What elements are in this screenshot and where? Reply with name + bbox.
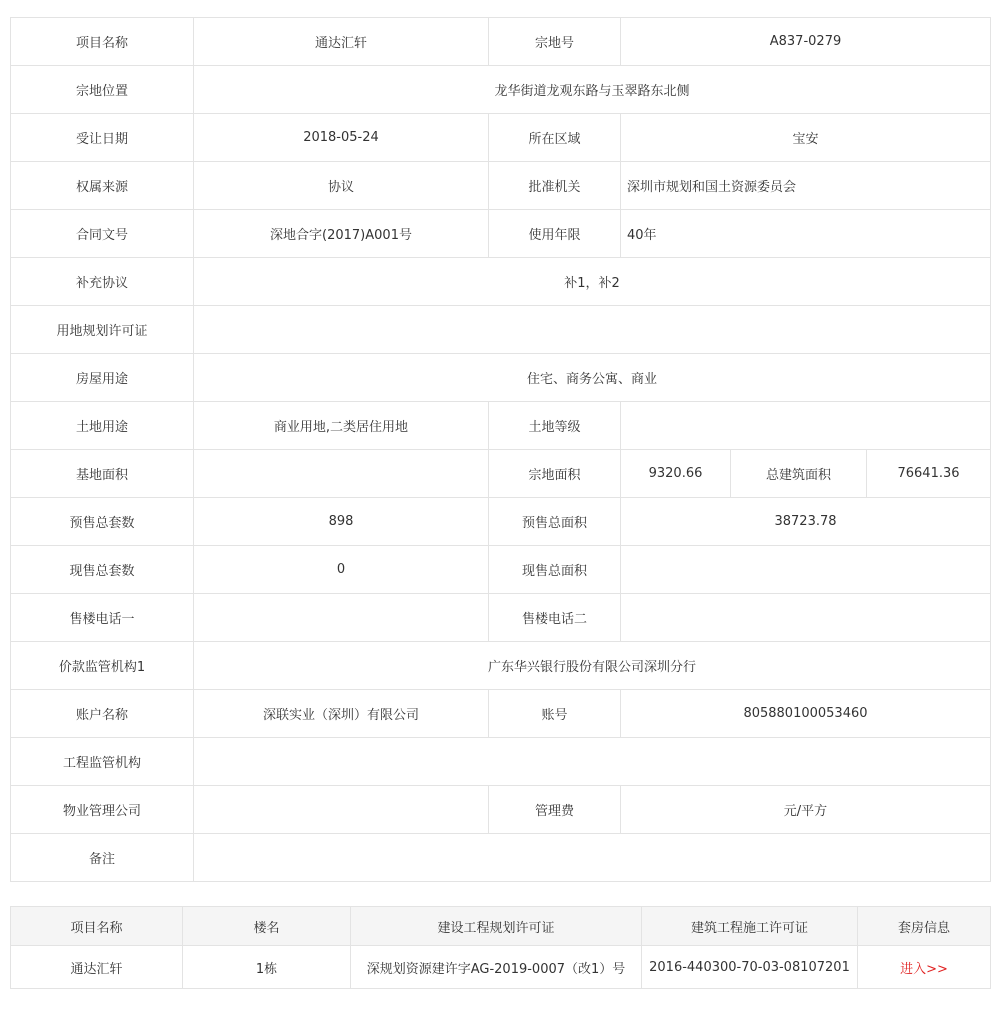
funds-agency-value: 广东华兴银行股份有限公司深圳分行 — [194, 642, 991, 690]
house-use-label: 房屋用途 — [11, 354, 194, 402]
table-header-row — [11, 907, 991, 946]
base-area-label: 基地面积 — [11, 450, 194, 498]
table-row — [11, 450, 991, 498]
table-row — [11, 498, 991, 546]
parcel-location-label: 宗地位置 — [11, 66, 194, 114]
transfer-date-value: 2018-05-24 — [194, 114, 489, 162]
column-header: 建筑工程施工许可证 — [642, 907, 858, 946]
parcel-location-value: 龙华街道龙观东路与玉翠路东北侧 — [194, 66, 991, 114]
presale-units-label: 预售总套数 — [11, 498, 194, 546]
mgmt-fee-label: 管理费 — [489, 786, 621, 834]
approval-authority-label: 批准机关 — [489, 162, 621, 210]
table-row — [11, 786, 991, 834]
mgmt-fee-value: 元/平方 — [621, 786, 991, 834]
ownership-source-value: 协议 — [194, 162, 489, 210]
supplement-label: 补充协议 — [11, 258, 194, 306]
usage-term-value: 40年 — [621, 210, 991, 258]
district-label: 所在区域 — [489, 114, 621, 162]
land-grade-label: 土地等级 — [489, 402, 621, 450]
approval-authority-value: 深圳市规划和国土资源委员会 — [621, 162, 991, 210]
sales-phone2-label: 售楼电话二 — [489, 594, 621, 642]
table-row — [11, 258, 991, 306]
project-info-table — [10, 17, 991, 882]
presale-area-label: 预售总面积 — [489, 498, 621, 546]
column-header: 项目名称 — [11, 907, 183, 946]
parcel-no-value: A837-0279 — [621, 18, 991, 66]
table-row — [11, 402, 991, 450]
table-row — [11, 834, 991, 882]
house-use-value: 住宅、商务公寓、商业 — [194, 354, 991, 402]
ownership-source-label: 权属来源 — [11, 162, 194, 210]
current-area-value — [621, 546, 991, 594]
sales-phone1-label: 售楼电话一 — [11, 594, 194, 642]
table-row — [11, 210, 991, 258]
account-name-value: 深联实业（深圳）有限公司 — [194, 690, 489, 738]
contract-no-value: 深地合字(2017)A001号 — [194, 210, 489, 258]
row-building: 1栋 — [183, 946, 351, 989]
column-header: 套房信息 — [858, 907, 991, 946]
base-area-value — [194, 450, 489, 498]
table-row — [11, 306, 991, 354]
district-value: 宝安 — [621, 114, 991, 162]
table-row — [11, 114, 991, 162]
table-row — [11, 354, 991, 402]
usage-term-label: 使用年限 — [489, 210, 621, 258]
parcel-no-label: 宗地号 — [489, 18, 621, 66]
current-units-value: 0 — [194, 546, 489, 594]
eng-agency-value — [194, 738, 991, 786]
parcel-area-value: 9320.66 — [621, 450, 731, 498]
enter-units-link[interactable]: 进入>> — [900, 961, 948, 977]
table-row — [11, 946, 991, 989]
account-no-value: 805880100053460 — [621, 690, 991, 738]
property-company-value — [194, 786, 489, 834]
total-build-area-value: 76641.36 — [867, 450, 991, 498]
account-no-label: 账号 — [489, 690, 621, 738]
current-area-label: 现售总面积 — [489, 546, 621, 594]
land-use-label: 土地用途 — [11, 402, 194, 450]
project-name-value: 通达汇轩 — [194, 18, 489, 66]
table-row — [11, 738, 991, 786]
land-permit-value — [194, 306, 991, 354]
property-company-label: 物业管理公司 — [11, 786, 194, 834]
table-row — [11, 18, 991, 66]
funds-agency-label: 价款监管机构1 — [11, 642, 194, 690]
current-units-label: 现售总套数 — [11, 546, 194, 594]
sales-phone2-value — [621, 594, 991, 642]
remarks-label: 备注 — [11, 834, 194, 882]
row-planning-permit: 深规划资源建许字AG-2019-0007（改1）号 — [351, 946, 642, 989]
table-row — [11, 162, 991, 210]
contract-no-label: 合同文号 — [11, 210, 194, 258]
presale-units-value: 898 — [194, 498, 489, 546]
project-name-label: 项目名称 — [11, 18, 194, 66]
land-permit-label: 用地规划许可证 — [11, 306, 194, 354]
row-units-cell — [858, 946, 991, 989]
column-header: 楼名 — [183, 907, 351, 946]
remarks-value — [194, 834, 991, 882]
eng-agency-label: 工程监管机构 — [11, 738, 194, 786]
parcel-area-label: 宗地面积 — [489, 450, 621, 498]
land-grade-value — [621, 402, 991, 450]
table-row — [11, 594, 991, 642]
table-row — [11, 690, 991, 738]
table-row — [11, 546, 991, 594]
account-name-label: 账户名称 — [11, 690, 194, 738]
sales-phone1-value — [194, 594, 489, 642]
table-row — [11, 642, 991, 690]
building-permit-table — [10, 906, 991, 989]
land-use-value: 商业用地,二类居住用地 — [194, 402, 489, 450]
table-row — [11, 66, 991, 114]
presale-area-value: 38723.78 — [621, 498, 991, 546]
row-construction-permit: 2016-440300-70-03-08107201 — [642, 946, 858, 989]
total-build-area-label: 总建筑面积 — [731, 450, 867, 498]
transfer-date-label: 受让日期 — [11, 114, 194, 162]
supplement-value: 补1，补2 — [194, 258, 991, 306]
column-header: 建设工程规划许可证 — [351, 907, 642, 946]
row-project-name: 通达汇轩 — [11, 946, 183, 989]
